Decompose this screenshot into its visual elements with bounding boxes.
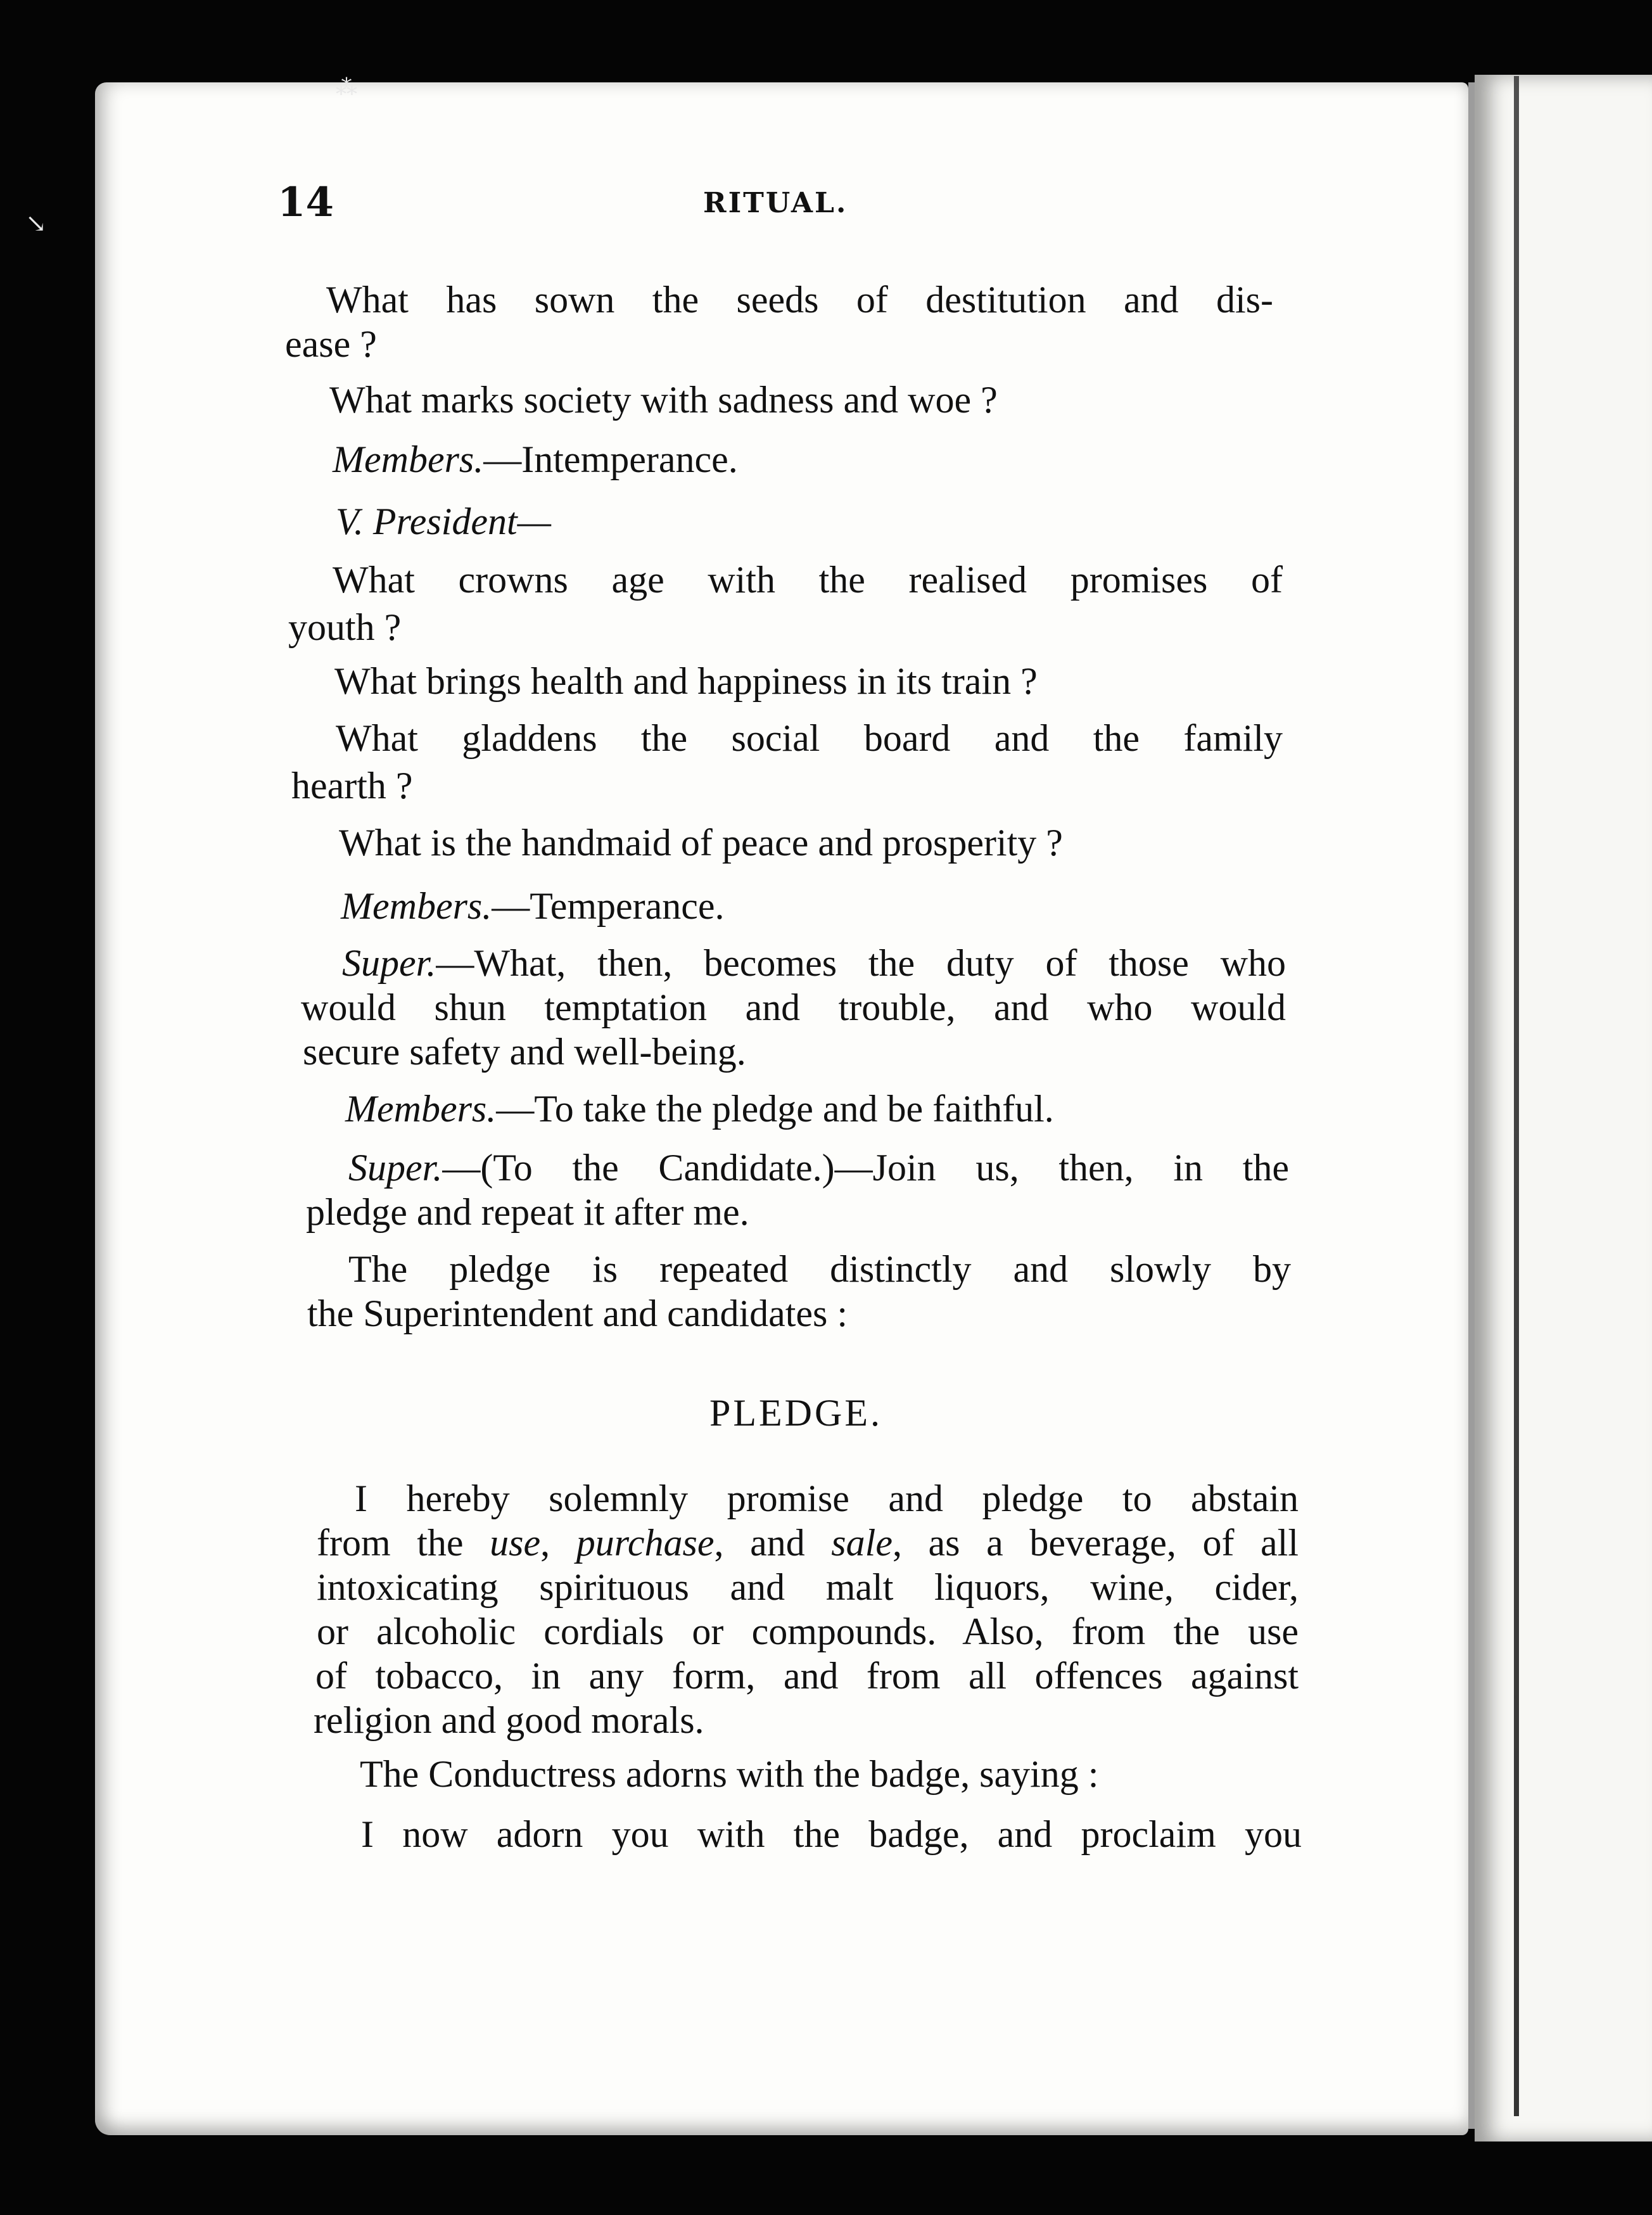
text-line: youth ? xyxy=(288,606,402,648)
speaker-response: —(To the Candidate.)—Join us, then, in the xyxy=(442,1147,1289,1189)
speaker-label: Members. xyxy=(333,438,484,480)
facing-page-edge xyxy=(1475,75,1652,2142)
pledge-line: from the use, purchase, and sale, as a beverage, of all xyxy=(317,1522,1299,1564)
margin-mark: ↘ xyxy=(25,209,47,238)
pledge-line: or alcoholic cordials or compounds. Also, from the use xyxy=(317,1611,1299,1652)
text-line: What is the handmaid of peace and prosperity ? xyxy=(339,822,1063,864)
speaker-label: Super. xyxy=(348,1147,443,1189)
dust-speck: ⁂ xyxy=(336,75,357,100)
speaker-response: —Intemperance. xyxy=(483,438,738,480)
pledge-line: religion and good morals. xyxy=(314,1699,704,1741)
speaker-label: Members. xyxy=(345,1088,497,1130)
running-title: RITUAL. xyxy=(703,187,848,219)
text-line: pledge and repeat it after me. xyxy=(306,1191,749,1233)
speaker-label: Super. xyxy=(342,942,436,984)
speaker-label: V. President— xyxy=(336,501,551,542)
speaker-line xyxy=(342,941,1286,985)
speaker-response: —Temperance. xyxy=(492,885,725,927)
text-line: I now adorn you with the badge, and proclaim you xyxy=(361,1813,1302,1855)
speaker-line xyxy=(333,437,738,482)
speaker-line xyxy=(345,1087,1054,1131)
speaker-response: —To take the pledge and be faithful. xyxy=(496,1088,1054,1130)
page-number: 14 xyxy=(277,179,334,226)
text-line: What crowns age with the realised promises of xyxy=(333,559,1283,601)
emphasis-sale: sale xyxy=(831,1522,893,1564)
pledge-line: I hereby solemnly promise and pledge to abstain xyxy=(355,1478,1299,1519)
pledge-heading: PLEDGE. xyxy=(709,1392,882,1434)
text-line: What marks society with sadness and woe ? xyxy=(329,379,998,421)
text-line: would shun temptation and trouble, and who would xyxy=(301,986,1286,1028)
text-line: What brings health and happiness in its train ? xyxy=(334,660,1038,702)
text-line: The pledge is repeated distinctly and slowly by xyxy=(348,1248,1291,1290)
speaker-response: —What, then, becomes the duty of those who xyxy=(436,942,1286,984)
speaker-line xyxy=(348,1146,1289,1190)
text-line: hearth ? xyxy=(291,765,413,807)
speaker-line xyxy=(341,884,725,928)
text-line: What has sown the seeds of destitution and dis- xyxy=(326,279,1273,321)
pledge-line: of tobacco, in any form, and from all offences against xyxy=(315,1655,1299,1697)
emphasis-use: use xyxy=(490,1522,541,1564)
text-line: secure safety and well-being. xyxy=(303,1031,746,1073)
text-line: The Conductress adorns with the badge, saying : xyxy=(360,1753,1099,1795)
text-line: the Superintendent and candidates : xyxy=(307,1293,848,1334)
pledge-line: intoxicating spirituous and malt liquors, wine, cider, xyxy=(317,1566,1299,1608)
text-line: What gladdens the social board and the family xyxy=(336,717,1283,759)
emphasis-purchase: purchase xyxy=(576,1522,715,1564)
page-edge xyxy=(1468,82,1475,2129)
page-gutter-shadow xyxy=(1514,76,1519,2116)
speaker-label: Members. xyxy=(341,885,492,927)
text-line: ease ? xyxy=(285,323,377,365)
